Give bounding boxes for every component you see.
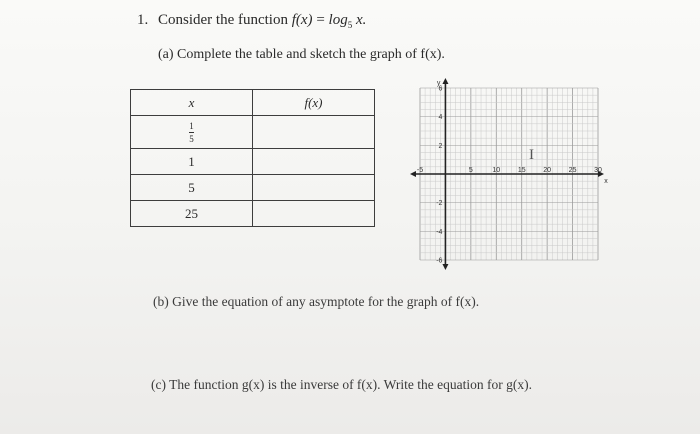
- equals-sign: =: [316, 12, 325, 28]
- axes: [410, 78, 604, 270]
- x-tick-label: 30: [594, 167, 602, 174]
- part-a-text: (a) Complete the table and sketch the graph of f(x).: [158, 47, 445, 62]
- x-tick-label: 15: [517, 167, 526, 174]
- coordinate-grid[interactable]: [412, 78, 608, 273]
- y-axis-label: y: [436, 80, 441, 87]
- question-heading: [137, 12, 366, 30]
- cell-x: 5: [131, 175, 253, 201]
- y-tick-label: -4: [436, 228, 443, 236]
- question-prompt: Consider the function: [158, 12, 288, 28]
- table-row: [131, 149, 375, 175]
- answer-cell[interactable]: [253, 175, 375, 201]
- text-cursor-icon: I: [529, 147, 534, 163]
- cell-x: 1: [131, 149, 253, 175]
- header-fx: f(x): [253, 90, 375, 116]
- x-tick-label: 5: [468, 167, 473, 174]
- x-tick-label: -5: [416, 167, 424, 174]
- y-tick-label: -6: [436, 257, 443, 265]
- table-row: [131, 201, 375, 227]
- y-tick-label: 4: [438, 114, 443, 122]
- table-header-row: [131, 90, 375, 116]
- y-axis-arrow-up: [442, 78, 448, 84]
- y-tick-label: 2: [438, 142, 443, 150]
- x-axis-label: x: [604, 178, 608, 185]
- table-row: [131, 116, 375, 149]
- function-lhs: f(x): [291, 12, 313, 28]
- cell-x-fraction: [131, 116, 253, 149]
- header-x: x: [131, 90, 253, 116]
- part-b-text: (b) Give the equation of any asymptote for the graph of f(x).: [153, 294, 480, 309]
- part-c-text: (c) The function g(x) is the inverse of f(x). Write the equation for g(x).: [151, 377, 532, 392]
- answer-cell[interactable]: [253, 201, 375, 227]
- x-tick-label: 10: [492, 167, 501, 174]
- x-tick-label: 25: [568, 167, 577, 174]
- y-tick-label: -2: [436, 200, 443, 208]
- table-row: [131, 175, 375, 201]
- log-argument: x.: [355, 12, 367, 28]
- cell-x: 25: [131, 201, 253, 227]
- value-table: [130, 89, 375, 227]
- log-base: 5: [347, 20, 353, 30]
- fraction: $\frac{1}{5}$: [189, 120, 194, 144]
- y-axis-arrow-down: [442, 264, 448, 270]
- y-tick-label: 6: [438, 85, 443, 93]
- x-tick-label: 20: [543, 167, 552, 174]
- answer-cell[interactable]: [253, 116, 375, 149]
- log-text: log: [328, 12, 348, 28]
- answer-cell[interactable]: [253, 149, 375, 175]
- question-number: 1.: [137, 12, 149, 28]
